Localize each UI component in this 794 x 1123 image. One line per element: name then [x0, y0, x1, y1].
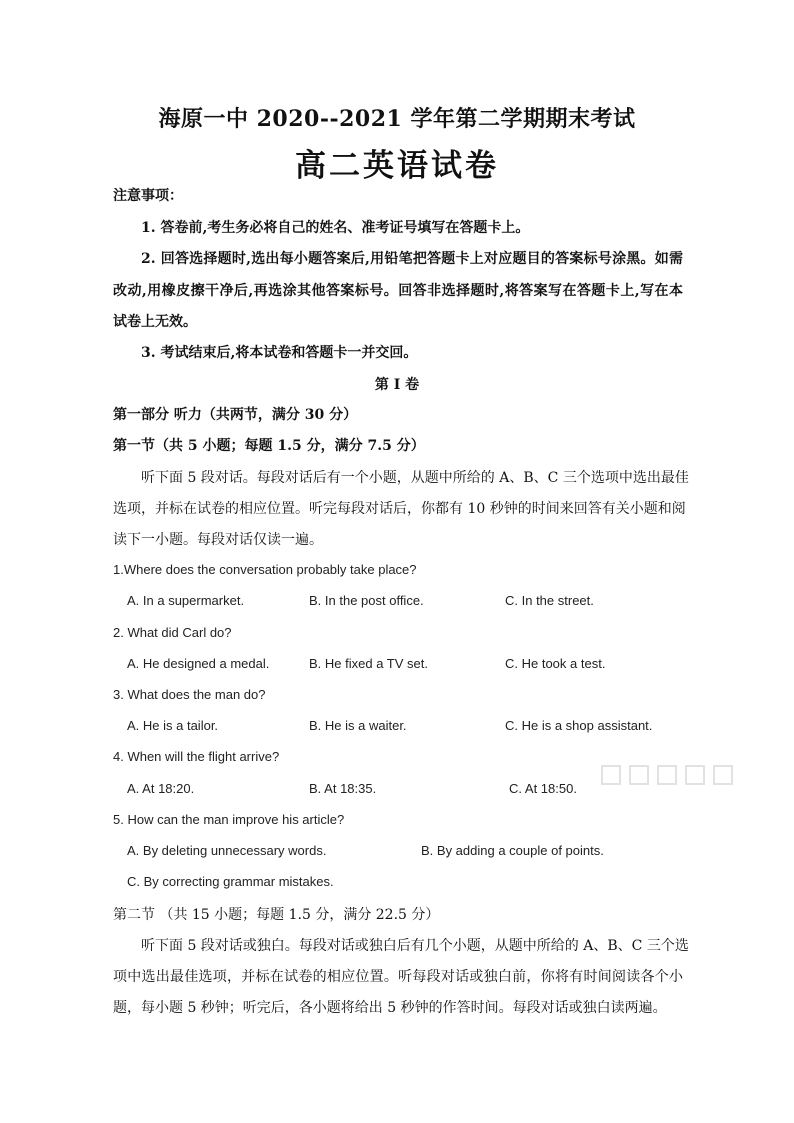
- section1-instructions-line-2: 选项，并标在试卷的相应位置。听完每段对话后，你都有 10 秒钟的时间来回答有关小题和阅: [113, 501, 686, 517]
- section2-instructions-line-3: 题，每小题 5 秒钟；听完后，各小题将给出 5 秒钟的作答时间。每段对话或独白读两遍。: [113, 1000, 667, 1016]
- question-3-option-c: C. He is a shop assistant.: [505, 718, 653, 733]
- notice-item-2-line-1: 2. 回答选择题时,选出每小题答案后,用铅笔把答题卡上对应题目的答案标号涂黑。如需: [141, 251, 683, 267]
- question-5-option-a: A. By deleting unnecessary words.: [127, 843, 327, 858]
- question-5-option-b: B. By adding a couple of points.: [421, 843, 604, 858]
- notice-item-2-line-3: 试卷上无效。: [113, 314, 197, 330]
- question-1: 1.Where does the conversation probably take place?: [113, 562, 417, 577]
- question-2-option-a: A. He designed a medal.: [127, 656, 270, 671]
- question-5: 5. How can the man improve his article?: [113, 812, 345, 827]
- question-1-option-c: C. In the street.: [505, 593, 594, 608]
- watermark-graphic: [600, 762, 750, 788]
- section2-instructions-line-2: 项中选出最佳选项，并标在试卷的相应位置。听每段对话或独白前，你将有时间阅读各个小: [113, 969, 683, 985]
- question-4: 4. When will the flight arrive?: [113, 749, 280, 764]
- watermark: [600, 762, 750, 794]
- volume-heading: 第 I 卷: [374, 377, 420, 393]
- section1-heading: 第一节（共 5 小题；每题 1.5 分，满分 7.5 分）: [113, 438, 425, 454]
- question-3: 3. What does the man do?: [113, 687, 266, 702]
- question-2: 2. What did Carl do?: [113, 625, 232, 640]
- question-1-option-a: A. In a supermarket.: [127, 593, 245, 608]
- exam-title: 海原一中 2020--2021 学年第二学期期末考试: [158, 106, 636, 132]
- section2-heading: 第二节 （共 15 小题；每题 1.5 分，满分 22.5 分）: [113, 907, 440, 923]
- question-4-option-c: C. At 18:50.: [509, 781, 577, 796]
- notice-item-3: 3. 考试结束后,将本试卷和答题卡一并交回。: [141, 345, 418, 361]
- question-3-option-b: B. He is a waiter.: [309, 718, 407, 733]
- question-4-option-b: B. At 18:35.: [309, 781, 377, 796]
- notice-item-1: 1. 答卷前,考生务必将自己的姓名、准考证号填写在答题卡上。: [141, 220, 530, 236]
- part1-heading: 第一部分 听力（共两节，满分 30 分）: [113, 407, 358, 423]
- section1-instructions-line-1: 听下面 5 段对话。每段对话后有一个小题，从题中所给的 A、B、C 三个选项中选出最佳: [141, 470, 689, 486]
- question-1-option-b: B. In the post office.: [309, 593, 424, 608]
- question-2-option-b: B. He fixed a TV set.: [309, 656, 428, 671]
- question-5-option-c: C. By correcting grammar mistakes.: [127, 874, 334, 889]
- section2-instructions-line-1: 听下面 5 段对话或独白。每段对话或独白后有几个小题，从题中所给的 A、B、C 三个选: [141, 938, 689, 954]
- question-4-option-a: A. At 18:20.: [127, 781, 195, 796]
- notice-heading: 注意事项：: [113, 188, 183, 204]
- notice-item-2-line-2: 改动,用橡皮擦干净后,再选涂其他答案标号。回答非选择题时,将答案写在答题卡上,写在本: [113, 283, 683, 299]
- question-2-option-c: C. He took a test.: [505, 656, 606, 671]
- section1-instructions-line-3: 读下一小题。每段对话仅读一遍。: [113, 532, 323, 548]
- exam-subtitle: 高二英语试卷: [295, 148, 499, 184]
- question-3-option-a: A. He is a tailor.: [127, 718, 219, 733]
